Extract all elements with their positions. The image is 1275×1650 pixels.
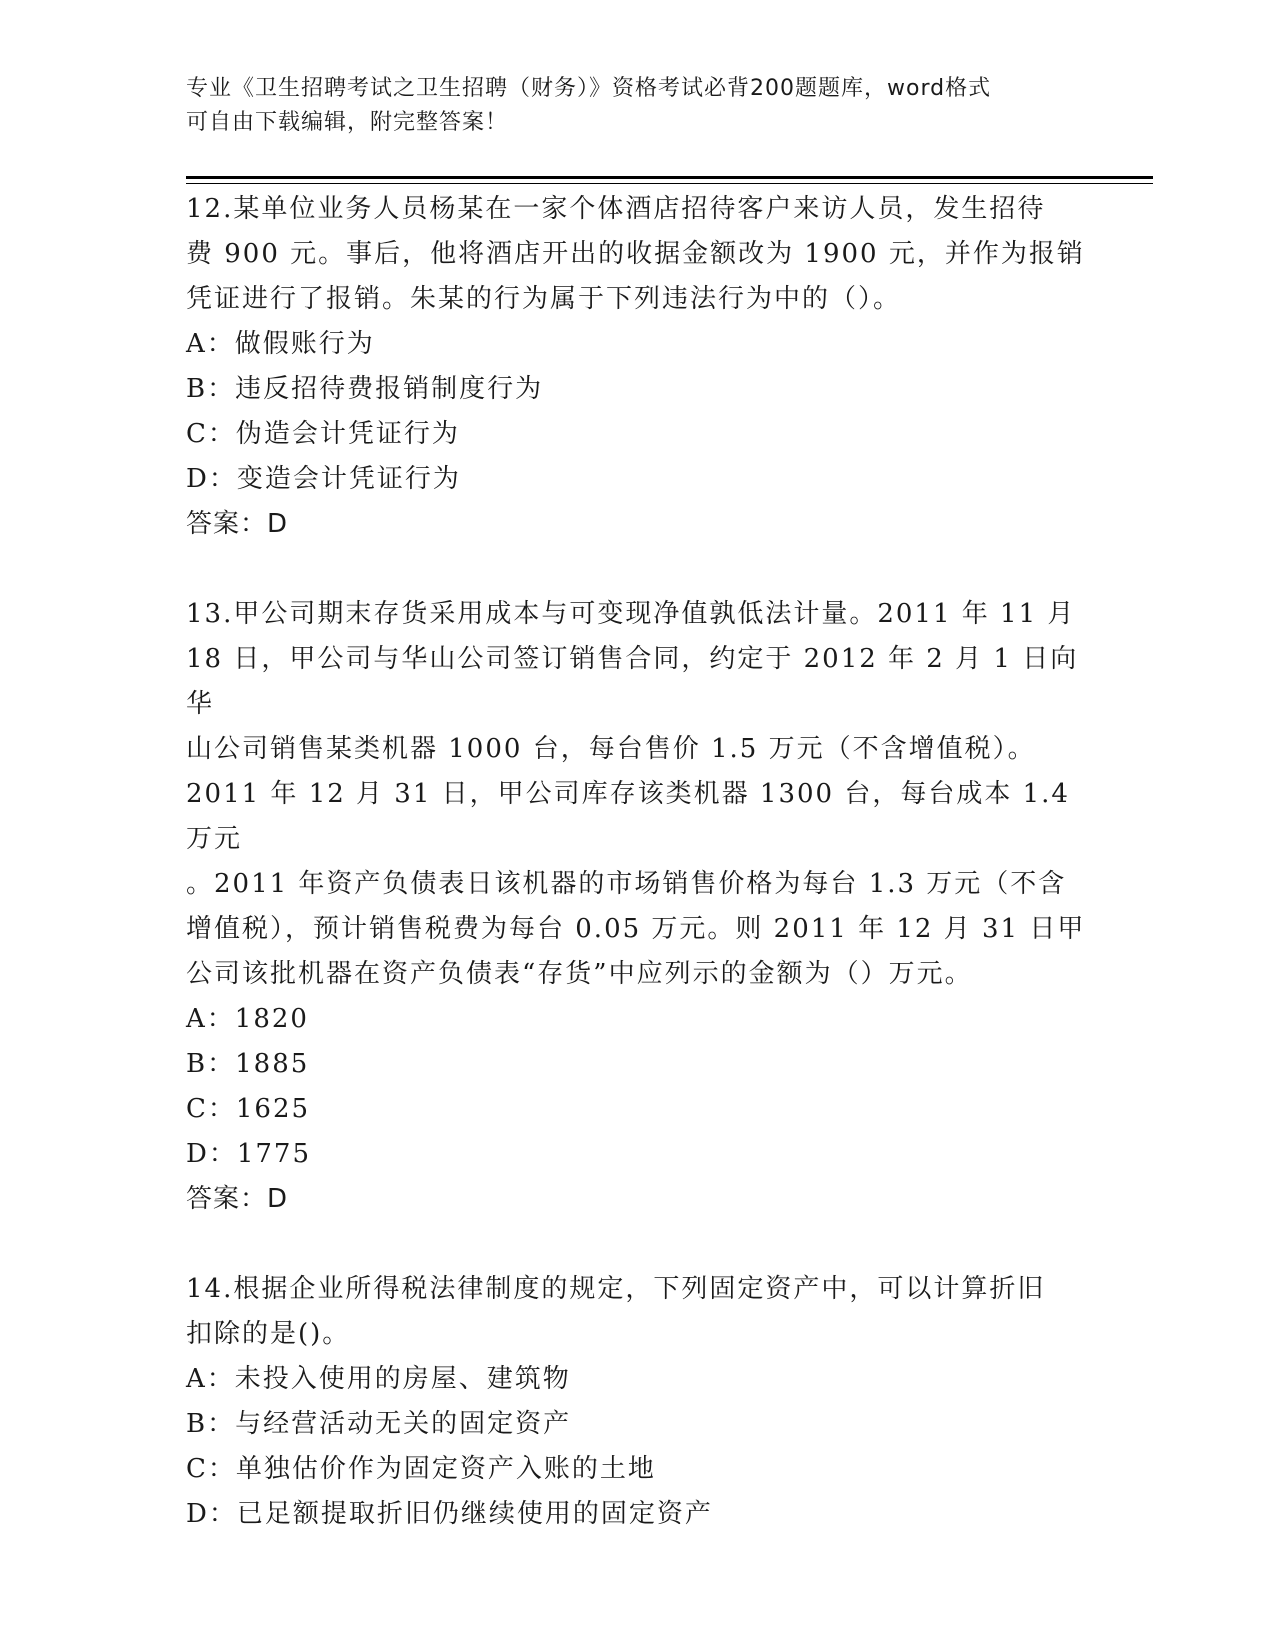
- header-title-line-2: 可自由下载编辑，附完整答案！: [186, 110, 509, 135]
- header-divider-thick: [186, 176, 1153, 179]
- question-14: [186, 1267, 1086, 1537]
- question-stem: [186, 1267, 1086, 1357]
- header-title-line-1: 专业《卫生招聘考试之卫生招聘（财务）》资格考试必背200题题库，word格式: [186, 76, 992, 101]
- option-d: D：1775: [186, 1139, 312, 1169]
- option-b: B：1885: [186, 1049, 310, 1079]
- answer-label: 答案：D: [186, 1184, 289, 1214]
- option-a: A：1820: [186, 1004, 309, 1034]
- stem-line: 12.某单位业务人员杨某在一家个体酒店招待客户来访人员，发生招待: [186, 194, 1046, 224]
- stem-line: 13.甲公司期末存货采用成本与可变现净值孰低法计量。2011 年 11 月: [186, 599, 1076, 629]
- stem-line: 费 900 元。事后，他将酒店开出的收据金额改为 1900 元，并作为报销: [186, 239, 1085, 269]
- stem-line: 山公司销售某类机器 1000 台，每台售价 1.5 万元（不含增值税）。: [186, 734, 1036, 764]
- option-a: A：未投入使用的房屋、建筑物: [186, 1364, 571, 1394]
- stem-line: 14.根据企业所得税法律制度的规定，下列固定资产中，可以计算折旧: [186, 1274, 1046, 1304]
- stem-line: 扣除的是()。: [186, 1319, 351, 1349]
- option-c: C：1625: [186, 1094, 311, 1124]
- stem-line: 增值税），预计销售税费为每台 0.05 万元。则 2011 年 12 月 31 日甲: [186, 914, 1086, 944]
- stem-line: 凭证进行了报销。朱某的行为属于下列违法行为中的（）。: [186, 284, 902, 314]
- option-d: D：已足额提取折旧仍继续使用的固定资产: [186, 1499, 713, 1529]
- question-stem: [186, 592, 1086, 997]
- option-d: D：变造会计凭证行为: [186, 464, 461, 494]
- stem-line: 公司该批机器在资产负债表“存货”中应列示的金额为（）万元。: [186, 959, 973, 989]
- header-divider-thin: [186, 183, 1153, 184]
- option-a: A：做假账行为: [186, 329, 375, 359]
- option-b: B：与经营活动无关的固定资产: [186, 1409, 572, 1439]
- question-stem: [186, 187, 1086, 322]
- question-13: [186, 592, 1086, 1222]
- answer-label: 答案：D: [186, 509, 289, 539]
- option-b: B：违反招待费报销制度行为: [186, 374, 544, 404]
- question-list: [186, 187, 1086, 1582]
- option-c: C：伪造会计凭证行为: [186, 419, 460, 449]
- stem-line: 18 日，甲公司与华山公司签订销售合同，约定于 2012 年 2 月 1 日向华: [186, 644, 1079, 719]
- stem-line: 2011 年 12 月 31 日，甲公司库存该类机器 1300 台，每台成本 1.4 万元: [186, 779, 1070, 854]
- stem-line: 。2011 年资产负债表日该机器的市场销售价格为每台 1.3 万元（不含: [186, 869, 1067, 899]
- question-12: [186, 187, 1086, 547]
- option-c: C：单独估价作为固定资产入账的土地: [186, 1454, 656, 1484]
- document-header: [186, 72, 1066, 140]
